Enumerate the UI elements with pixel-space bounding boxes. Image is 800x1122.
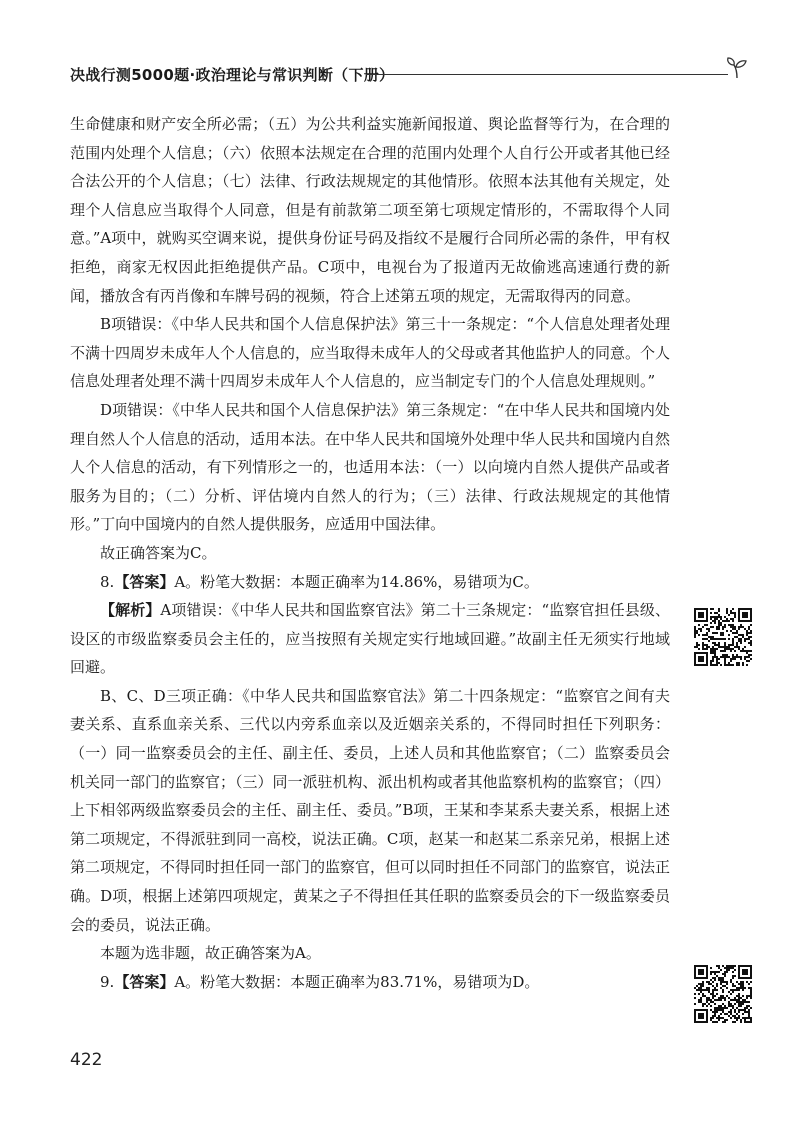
answer-paragraph: 9.【答案】A。粉笔大数据：本题正确率为83.71%，易错项为D。 xyxy=(100,972,540,991)
paragraph: D项错误：《中华人民共和国个人信息保护法》第三条规定：“在中华人民共和国境内处理自然人个人信息的活动，适用本法。在中华人民共和国境外处理中华人民共和国境内自然人个人信息的活动，有下列情形之一的，也适用本法：（一）以向境内自然人提供产品或者服务为目的；（二）分析、评估境内自然人的行为；（三）法律、行政法规规定的其他情形。”丁向中国境内的自然人提供服务，应适用中国法律。 xyxy=(70,400,671,534)
analysis-tag: 【解析】 xyxy=(100,601,161,620)
sprout-icon xyxy=(724,54,750,80)
running-header xyxy=(70,62,750,88)
paragraph: 故正确答案为C。 xyxy=(100,543,217,562)
answer-tag: 【答案】 xyxy=(114,572,175,591)
answer-tag: 【答案】 xyxy=(114,972,175,991)
book-title: 决战行测5000题·政治理论与常识判断（下册） xyxy=(70,66,395,84)
qr-code-icon[interactable] xyxy=(694,965,752,1023)
page-number: 422 xyxy=(70,1050,103,1070)
paragraph: B项错误：《中华人民共和国个人信息保护法》第三十一条规定：“个人信息处理者处理不满十四周岁未成年人个人信息的，应当取得未成年人的父母或者其他监护人的同意。个人信息处理者处理不满十四周岁未成年人个人信息的，应当制定专门的个人信息处理规则。” xyxy=(70,315,671,391)
body-text xyxy=(70,110,670,996)
qr-code-icon[interactable] xyxy=(694,608,752,666)
header-rule xyxy=(366,74,728,75)
analysis-paragraph: 【解析】A项错误：《中华人民共和国监察官法》第二十三条规定：“监察官担任县级、设区的市级监察委员会主任的，应当按照有关规定实行地域回避。”故副主任无须实行地域回避。 xyxy=(70,601,670,677)
answer-paragraph: 8.【答案】A。粉笔大数据：本题正确率为14.86%，易错项为C。 xyxy=(100,572,539,591)
paragraph: 本题为选非题，故正确答案为A。 xyxy=(100,944,321,963)
paragraph: 生命健康和财产安全所必需；（五）为公共利益实施新闻报道、舆论监督等行为，在合理的范围内处理个人信息；（六）依照本法规定在合理的范围内处理个人自行公开或者其他已经合法公开的个人信息；（七）法律、行政法规规定的其他情形。依照本法其他有关规定，处理个人信息应当取得个人同意，但是有前款第二项至第七项规定情形的，不需取得个人同意。”A项中，就购买空调来说，提供身份证号码及指纹不是履行合同所必需的条件，甲有权拒绝，商家无权因此拒绝提供产品。C项中，电视台为了报道丙无故偷逃高速通行费的新闻，播放含有丙肖像和车牌号码的视频，符合上述第五项的规定，无需取得丙的同意。 xyxy=(70,115,670,305)
paragraph: B、C、D三项正确：《中华人民共和国监察官法》第二十四条规定：“监察官之间有夫妻关系、直系血亲关系、三代以内旁系血亲以及近姻亲关系的，不得同时担任下列职务：（一）同一监察委员会的主任、副主任、委员，上述人员和其他监察官；（二）监察委员会机关同一部门的监察官；（三）同一派驻机构、派出机构或者其他监察机构的监察官；（四）上下相邻两级监察委员会的主任、副主任、委员。”B项，王某和李某系夫妻关系，根据上述第二项规定，不得派驻到同一高校，说法正确。C项，赵某一和赵某二系亲兄弟，根据上述第二项规定，不得同时担任同一部门的监察官，但可以同时担任不同部门的监察官，说法正确。D项，根据上述第四项规定，黄某之子不得担任其任职的监察委员会的下一级监察委员会的委员，说法正确。 xyxy=(70,686,671,934)
